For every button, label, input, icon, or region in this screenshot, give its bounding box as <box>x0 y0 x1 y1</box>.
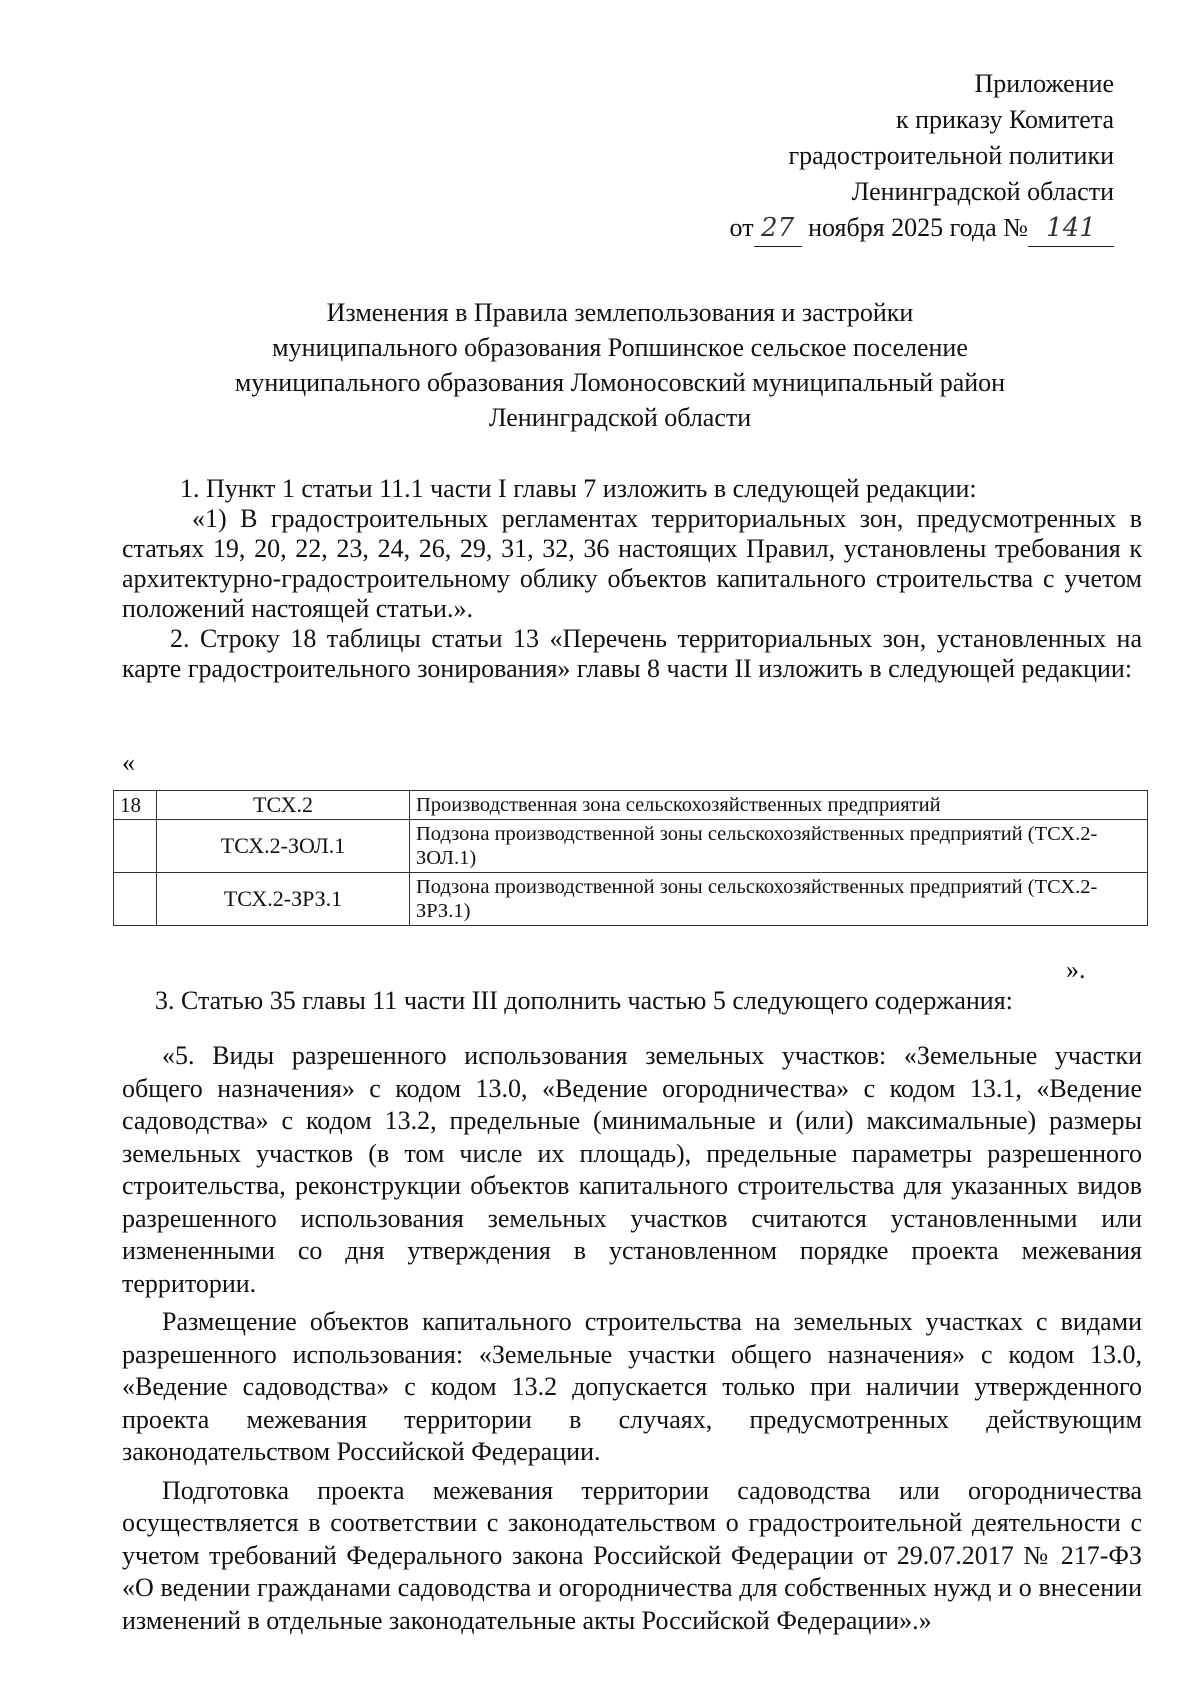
row-number <box>114 873 157 926</box>
header-date-line <box>730 210 1114 247</box>
section-3-paragraph-1: «5. Виды разрешенного использования земельных участков: «Земельные участки общего назначения» с кодом 13.0, «Ведение огородничества» с кодом 13.1, «Ведение садоводства» с кодом 13.2, предельные (минимальные и (или) максимальные) размеры земельных участков (в том числе их площадь), предельные параметры разрешенного строительства, реконструкции объектов капитального строительства для указанных видов разрешенного использования земельных участков считаются установленными или измененными со дня утверждения в установленном порядке проекта межевания территории. <box>122 1041 1142 1298</box>
title-line-4: Ленинградской области <box>488 403 752 432</box>
section-3-body <box>122 1040 1142 1643</box>
section-1-text: «1) В градостроительных регламентах территориальных зон, предусмотренных в статьях 19, 20, 22, 23, 24, 26, 29, 31, 32, 36 настоящих Правил, установлены требования к архитектурно-градостроительному облику объектов капитального строительства с учетом положений настоящей статьи.». <box>122 504 1142 623</box>
header-line-4: Ленинградской области <box>851 177 1114 206</box>
zones-table <box>113 790 1148 926</box>
appendix-header <box>730 66 1114 247</box>
table-row <box>114 873 1148 926</box>
section-1-heading: 1. Пункт 1 статьи 11.1 части I главы 7 изложить в следующей редакции: <box>180 474 977 503</box>
header-line-1: Приложение <box>974 69 1114 98</box>
section-3-paragraph-2: Размещение объектов капитального строительства на земельных участках с видами разрешенного использования: «Земельные участки общего назначения» с кодом 13.0, «Ведение садоводства» с кодом 13.2 допускается только при наличии утвержденного проекта межевания территории в случаях, предусмотренных действующим законодательством Российской Федерации. <box>122 1307 1142 1466</box>
section-3-paragraph-3: Подготовка проекта межевания территории садоводства или огородничества осуществляется в соответствии с законодательством о градостроительной деятельности с учетом требований Федерального закона Российской Федерации от 29.07.2017 № 217-ФЗ «О ведении гражданами садоводства и огородничества для собственных нужд и о внесении изменений в отдельные законодательные акты Российской Федерации».» <box>122 1475 1142 1635</box>
header-line-3: градостроительной политики <box>788 141 1114 170</box>
zone-description: Подзона производственной зоны сельскохозяйственных предприятий (ТСХ.2-ЗОЛ.1) <box>410 820 1148 873</box>
row-number <box>114 820 157 873</box>
handwritten-order-number: 141 <box>1028 210 1114 247</box>
header-line-2: к приказу Комитета <box>895 105 1114 134</box>
zone-description: Производственная зона сельскохозяйственных предприятий <box>410 791 1148 820</box>
document-title <box>120 295 1120 435</box>
zone-description: Подзона производственной зоны сельскохозяйственных предприятий (ТСХ.2-ЗРЗ.1) <box>410 873 1148 926</box>
title-line-2: муниципального образования Ропшинское сельское поселение <box>272 333 968 362</box>
zone-code: ТСХ.2-ЗОЛ.1 <box>157 820 410 873</box>
zone-code: ТСХ.2-ЗРЗ.1 <box>157 873 410 926</box>
date-prefix: от <box>729 213 754 242</box>
title-line-1: Изменения в Правила землепользования и застройки <box>326 298 914 327</box>
table-open-quote: « <box>122 748 135 777</box>
date-middle: ноября 2025 года № <box>808 213 1028 242</box>
title-line-3: муниципального образования Ломоносовский муниципальный район <box>234 368 1006 397</box>
table-close-quote: ». <box>1066 955 1086 984</box>
section-3-heading: 3. Статью 35 главы 11 части III дополнить частью 5 следующего содержания: <box>155 986 1013 1015</box>
table-row <box>114 791 1148 820</box>
zone-code: ТСХ.2 <box>157 791 410 820</box>
section-1 <box>122 474 1142 684</box>
section-2-text: 2. Строку 18 таблицы статьи 13 «Перечень территориальных зон, установленных на карте градостроительного зонирования» главы 8 части II изложить в следующей редакции: <box>122 624 1142 683</box>
handwritten-day: 27 <box>754 210 802 247</box>
table-row <box>114 820 1148 873</box>
row-number: 18 <box>114 791 157 820</box>
